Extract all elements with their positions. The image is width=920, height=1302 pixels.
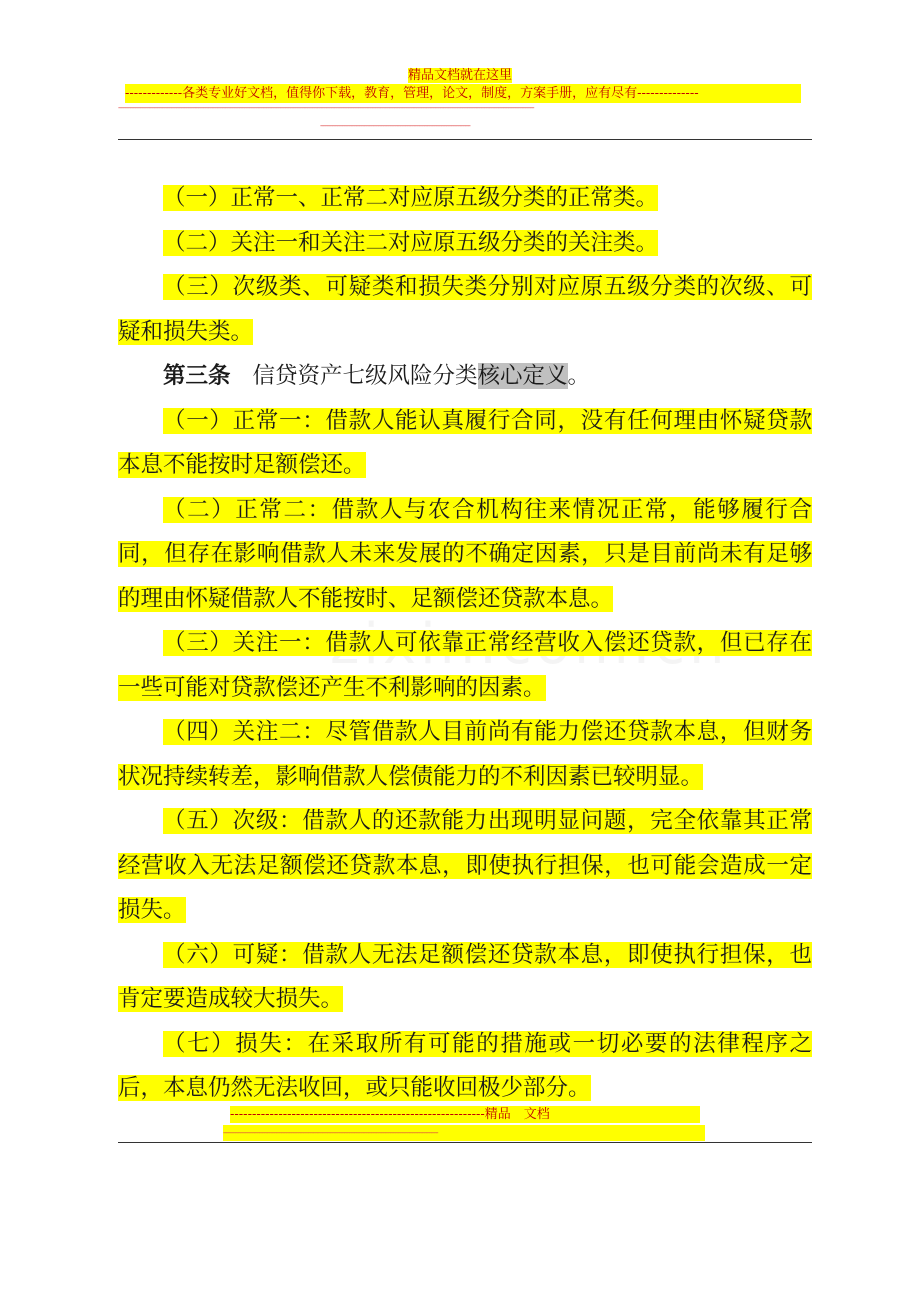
definition-item: （二）正常二：借款人与农合机构往来情况正常，能够履行合同，但存在影响借款人未来发展的不确定因素，只是目前尚未有足够的理由怀疑借款人不能按时、足额偿还贷款本息。 [118, 496, 812, 612]
article-heading: 第三条 信贷资产七级风险分类核心定义。 [163, 363, 591, 389]
definition-item: （七）损失：在采取所有可能的措施或一切必要的法律程序之后，本息仍然无法收回，或只能收回极少部分。 [118, 1030, 812, 1101]
footer-label: ----------------------------------------------------------精品 文档 [230, 1106, 700, 1123]
footer-dash-line: ------------------------------------------------------------------------------------------------------------------------------ [223, 1125, 705, 1141]
definition-item: （一）正常一：借款人能认真履行合同，没有任何理由怀疑贷款本息不能按时足额偿还。 [118, 407, 812, 478]
document-body [118, 176, 812, 1111]
header-dash-line: ---------------------------------------------------------------------------------------------------------------------------------------------------------------------------------------------------------------------------------------------------- [118, 104, 534, 112]
article-title: 信贷资产七级风险分类 [252, 363, 478, 389]
footer-rule [118, 1142, 812, 1143]
mapping-item: （二）关注一和关注二对应原五级分类的关注类。 [163, 229, 659, 256]
header-dash-line-short: ---------------------------------------------------------------------------------------- [320, 122, 470, 130]
definition-item: （六）可疑：借款人无法足额偿还贷款本息，即使执行担保，也肯定要造成较大损失。 [118, 941, 812, 1012]
definition-item: （三）关注一：借款人可依靠正常经营收入偿还贷款，但已存在一些可能对贷款偿还产生不利影响的因素。 [118, 630, 812, 701]
header-tagline: -------------各类专业好文档，值得你下载，教育，管理，论文，制度，方案手册，应有尽有-------------- [125, 84, 801, 103]
definition-item: （四）关注二：尽管借款人目前尚有能力偿还贷款本息，但财务状况持续转差，影响借款人偿债能力的不利因素已较明显。 [118, 719, 812, 790]
definition-item: （五）次级：借款人的还款能力出现明显问题，完全依靠其正常经营收入无法足额偿还贷款本息，即使执行担保，也可能会造成一定损失。 [118, 808, 812, 923]
mapping-item: （一）正常一、正常二对应原五级分类的正常类。 [163, 185, 659, 211]
article-title-highlight: 核心定义 [477, 363, 568, 389]
article-number: 第三条 [163, 363, 231, 389]
header-title: 精品文档就在这里 [407, 68, 512, 83]
header-rule [118, 139, 812, 140]
mapping-item: （三）次级类、可疑类和损失类分别对应原五级分类的次级、可疑和损失类。 [118, 274, 812, 345]
